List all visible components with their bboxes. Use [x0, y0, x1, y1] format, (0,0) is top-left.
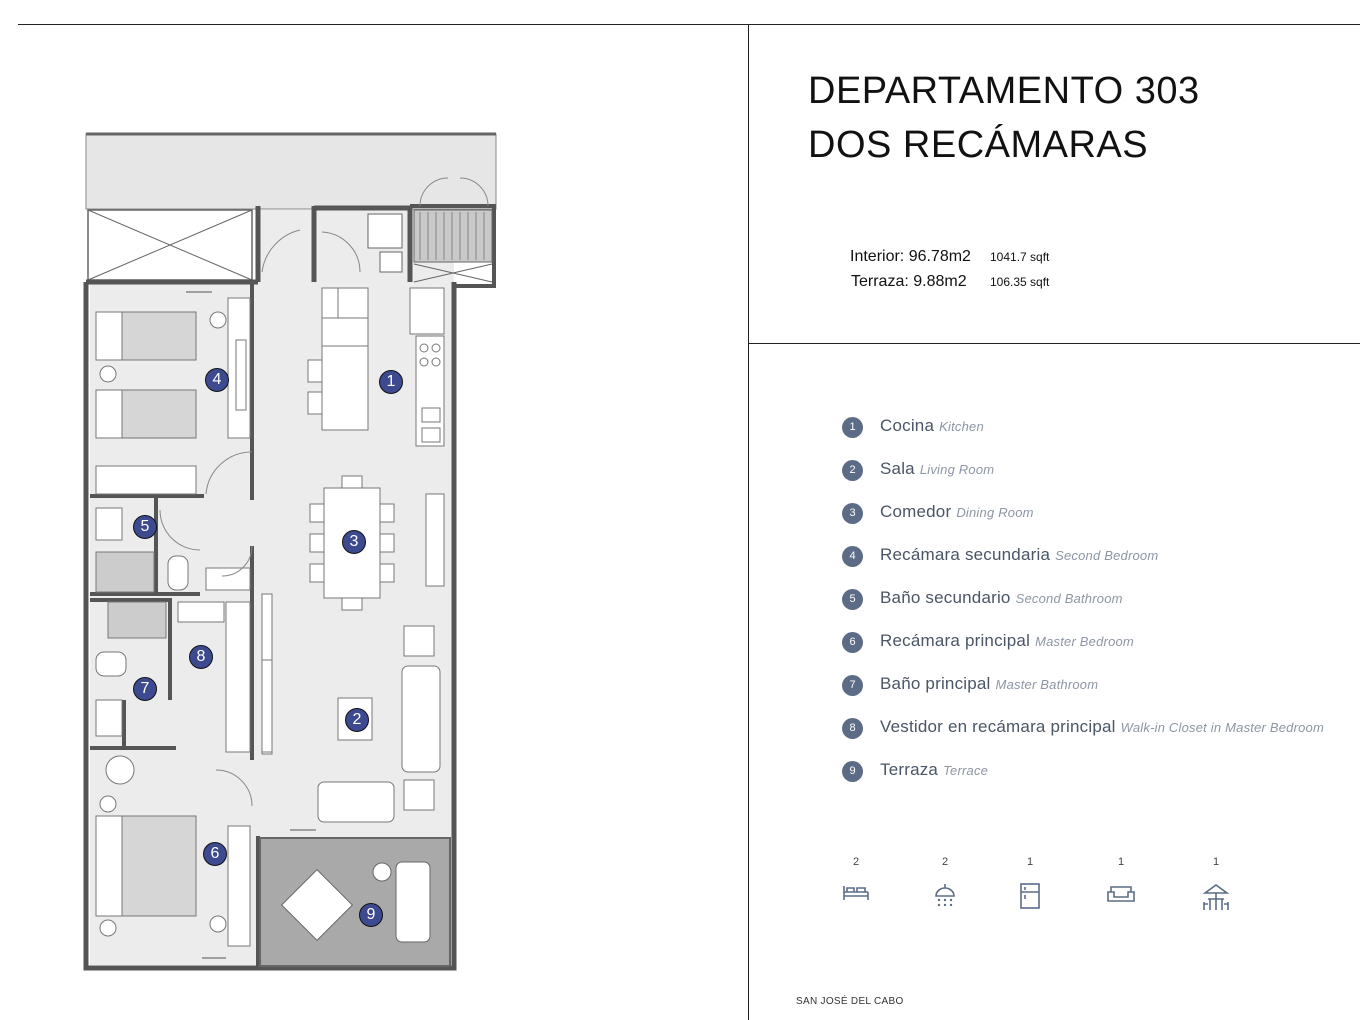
amenity-count: 1	[1026, 856, 1034, 868]
amenity-count: 2	[852, 856, 860, 868]
page-title	[808, 64, 1200, 172]
plan-marker-1: 1	[379, 370, 403, 394]
amenity-terrace	[1196, 856, 1236, 912]
horizontal-rule	[748, 343, 1360, 344]
area-terrace	[851, 273, 1050, 291]
title-line-2: DOS RECÁMARAS	[808, 124, 1149, 166]
legend-label-english: Living Room	[919, 462, 995, 477]
legend-label: Recámara secundaria	[880, 545, 1051, 564]
plan-marker-5: 5	[133, 515, 157, 539]
legend-label: Vestidor en recámara principal	[880, 717, 1116, 736]
legend-label-english: Second Bathroom	[1015, 591, 1123, 606]
plan-marker-6: 6	[203, 842, 227, 866]
area-terrace-sqft: 106.35 sqft	[990, 275, 1050, 289]
legend-label-english: Dining Room	[956, 505, 1034, 520]
amenity-kitchen	[1010, 856, 1050, 910]
legend-number: 3	[842, 503, 863, 524]
area-terrace-label: Terraza: 9.88m2	[851, 273, 967, 290]
shower-icon	[933, 882, 957, 908]
legend-label: Terraza	[880, 760, 939, 779]
legend-label: Sala	[880, 459, 915, 478]
location-footer: SAN JOSÉ DEL CABO	[796, 996, 904, 1007]
area-interior-sqft: 1041.7 sqft	[990, 250, 1050, 264]
plan-marker-8: 8	[189, 645, 213, 669]
legend-label-english: Master Bedroom	[1035, 634, 1134, 649]
legend-number: 8	[842, 718, 863, 739]
amenity-count: 2	[941, 856, 949, 868]
amenity-living	[1101, 856, 1141, 904]
legend-label-english: Terrace	[943, 763, 989, 778]
legend-label-english: Walk-in Closet in Master Bedroom	[1120, 720, 1325, 735]
plan-marker-7: 7	[133, 677, 157, 701]
legend-number: 4	[842, 546, 863, 567]
area-interior	[850, 248, 1050, 266]
legend-label: Baño secundario	[880, 588, 1011, 607]
legend-number: 7	[842, 675, 863, 696]
amenity-count: 1	[1117, 856, 1125, 868]
legend-number: 1	[842, 417, 863, 438]
legend-number: 6	[842, 632, 863, 653]
legend-number: 2	[842, 460, 863, 481]
vertical-rule	[748, 24, 749, 1020]
legend-label: Comedor	[880, 502, 952, 521]
plan-marker-2: 2	[345, 708, 369, 732]
legend-label-english: Kitchen	[939, 419, 984, 434]
amenity-count: 1	[1212, 856, 1220, 868]
refrigerator-icon	[1019, 882, 1041, 910]
legend-number: 9	[842, 761, 863, 782]
plan-marker-4: 4	[205, 368, 229, 392]
sofa-icon	[1106, 882, 1136, 904]
terrace-table-icon	[1201, 882, 1231, 912]
legend-label: Cocina	[880, 416, 935, 435]
bed-icon	[842, 882, 870, 902]
amenity-bathrooms	[925, 856, 965, 908]
title-line-1: DEPARTAMENTO 303	[808, 70, 1200, 112]
plan-marker-3: 3	[342, 530, 366, 554]
area-interior-label: Interior: 96.78m2	[850, 248, 971, 265]
legend-number: 5	[842, 589, 863, 610]
legend-label-english: Second Bedroom	[1055, 548, 1159, 563]
legend-label-english: Master Bathroom	[995, 677, 1099, 692]
plan-marker-9: 9	[359, 903, 383, 927]
amenity-bedrooms	[836, 856, 876, 902]
legend-label: Recámara principal	[880, 631, 1031, 650]
legend-label: Baño principal	[880, 674, 991, 693]
